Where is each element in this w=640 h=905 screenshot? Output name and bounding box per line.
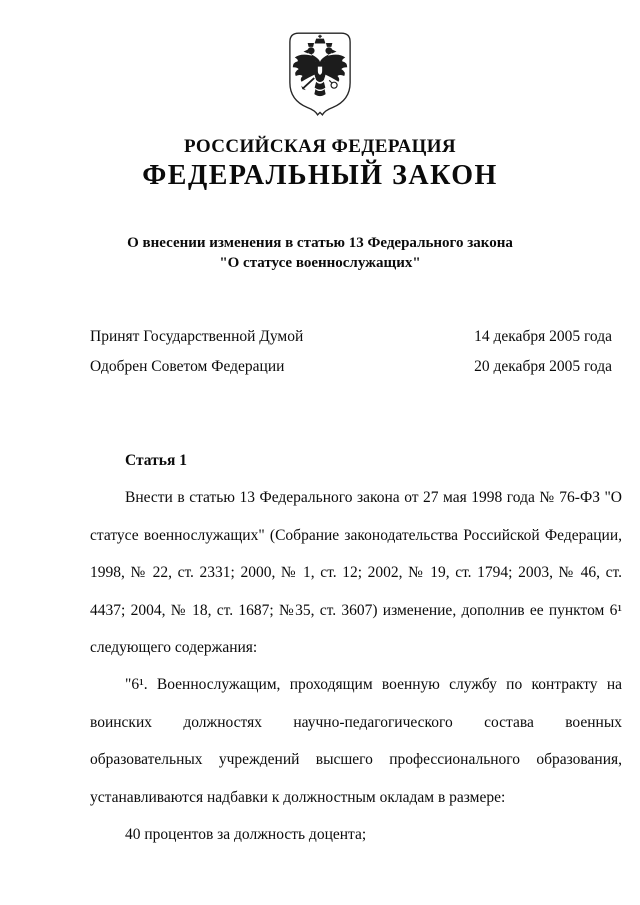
article-paragraph-1: Внести в статью 13 Федерального закона от 27 мая 1998 года № 76-ФЗ "О статусе военнослужащих" (Собрание законодательства Российской Федерации, 1998, № 22, ст. 2331; 2000, № 1, ст. 12; 2002, № 19, ст. 1794; 2003, № 46, ст. 4437; 2004, № 18, ст. 1687; №35, ст. 3607) изменение, дополнив ее пунктом 6¹ следующего содержания: bbox=[90, 489, 622, 657]
article-heading: Статья 1 bbox=[125, 452, 187, 469]
russian-coat-of-arms-icon bbox=[286, 29, 354, 121]
document-type-heading: ФЕДЕРАЛЬНЫЙ ЗАКОН bbox=[142, 160, 498, 191]
adopted-by-duma-label: Принят Государственной Думой bbox=[90, 328, 304, 345]
approved-by-council-label: Одобрен Советом Федерации bbox=[90, 358, 285, 375]
law-title bbox=[0, 233, 640, 273]
law-title-line-2: "О статусе военнослужащих" bbox=[219, 255, 421, 271]
double-headed-eagle bbox=[293, 35, 347, 96]
adopted-by-duma-row bbox=[90, 322, 612, 352]
article-paragraph-2: "6¹. Военнослужащим, проходящим военную службу по контракту на воинских должностях научно-педагогического состава военных образовательных учреждений высшего профессионального образования, устанавливаются надбавки к должностным окладам в размере: bbox=[90, 676, 622, 806]
article-body bbox=[90, 442, 622, 853]
approved-by-council-row bbox=[90, 352, 612, 382]
law-title-line-1: О внесении изменения в статью 13 Федерального закона bbox=[127, 235, 513, 251]
article-paragraph-3: 40 процентов за должность доцента; bbox=[125, 826, 367, 844]
adopted-by-duma-date: 14 декабря 2005 года bbox=[474, 328, 612, 345]
approved-by-council-date: 20 декабря 2005 года bbox=[474, 358, 612, 375]
country-heading: РОССИЙСКАЯ ФЕДЕРАЦИЯ bbox=[183, 136, 457, 157]
adoption-block bbox=[90, 322, 612, 382]
